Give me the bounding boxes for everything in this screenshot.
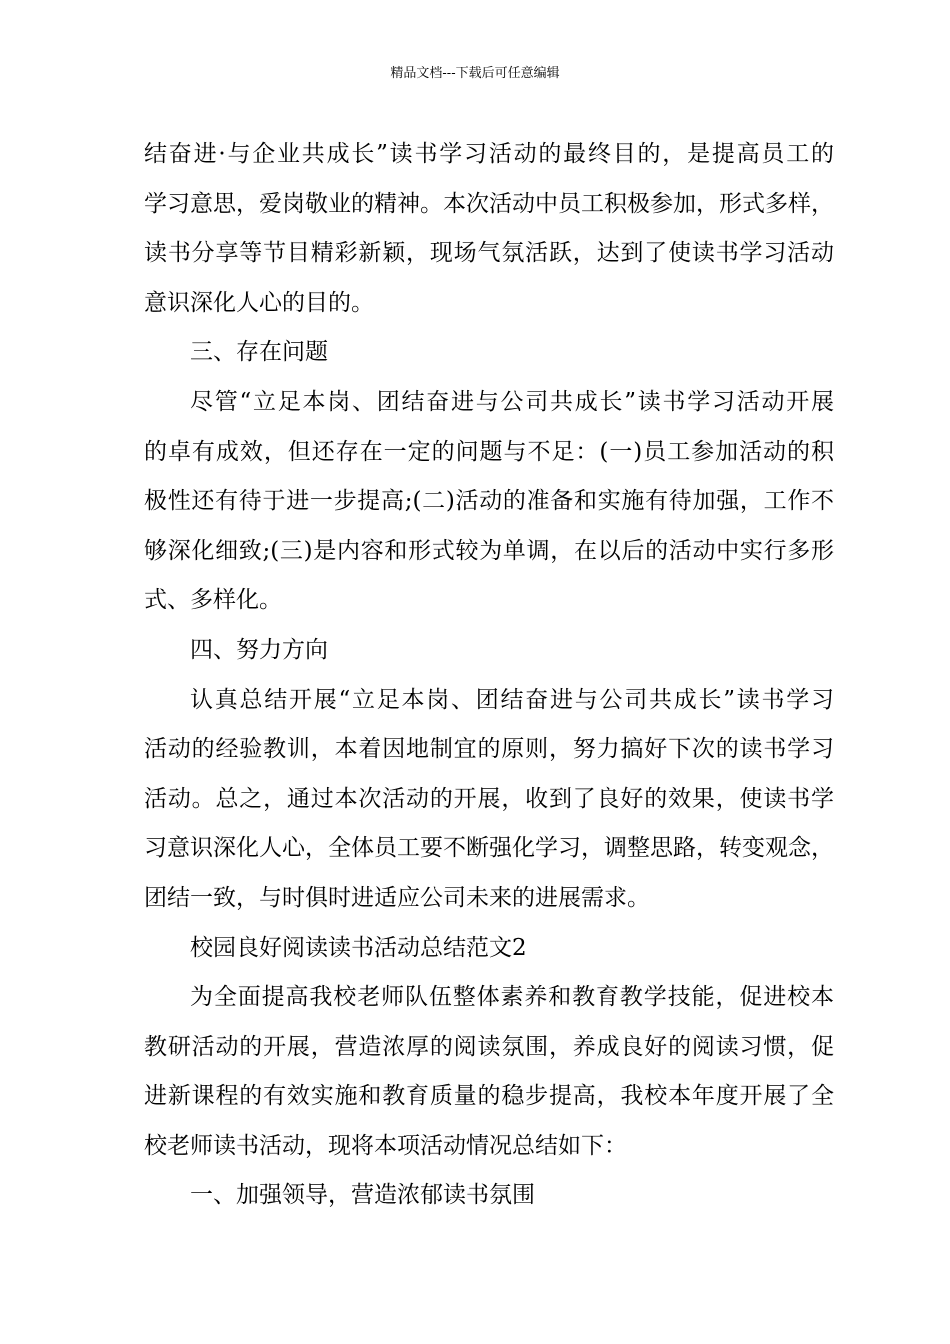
text-line: 习意识深化人心，全体员工要不断强化学习，调整思路，转变观念， — [144, 835, 834, 862]
text-line: 尽管“立足本岗、团结奋进与公司共成长”读书学习活动开展 — [190, 388, 834, 415]
text-line: 够深化细致;(三)是内容和形式较为单调，在以后的活动中实行多形 — [144, 537, 834, 564]
text-line: 为全面提高我校老师队伍整体素养和教育教学技能，促进校本 — [190, 984, 834, 1011]
text-line: 三、存在问题 — [190, 339, 328, 366]
text-line: 教研活动的开展，营造浓厚的阅读氛围，养成良好的阅读习惯，促 — [144, 1033, 834, 1060]
text-line: 意识深化人心的目的。 — [144, 289, 374, 316]
page-header: 精品文档---下载后可任意编辑 — [390, 66, 560, 81]
text-line: 活动的经验教训，本着因地制宜的原则，努力搞好下次的读书学习 — [144, 736, 834, 763]
text-line: 结奋进·与企业共成长”读书学习活动的最终目的，是提高员工的 — [144, 141, 834, 167]
text-line: 学习意思，爱岗敬业的精神。本次活动中员工积极参加，形式多样， — [144, 190, 834, 217]
text-line: 的卓有成效，但还存在一定的问题与不足：(一)员工参加活动的积 — [144, 438, 834, 465]
text-line: 读书分享等节目精彩新颖，现场气氛活跃，达到了使读书学习活动 — [144, 240, 834, 267]
text-line: 校老师读书活动，现将本项活动情况总结如下： — [144, 1132, 627, 1159]
text-line: 校园良好阅读读书活动总结范文2 — [190, 934, 527, 961]
text-line: 认真总结开展“立足本岗、团结奋进与公司共成长”读书学习 — [190, 686, 834, 713]
text-line: 团结一致，与时俱时进适应公司未来的进展需求。 — [144, 884, 650, 911]
text-line: 进新课程的有效实施和教育质量的稳步提高，我校本年度开展了全 — [144, 1083, 834, 1110]
text-line: 四、努力方向 — [190, 636, 328, 663]
text-line: 活动。总之，通过本次活动的开展，收到了良好的效果，使读书学 — [144, 785, 834, 812]
document-body — [144, 130, 834, 1221]
text-line: 一、加强领导，营造浓郁读书氛围 — [190, 1182, 535, 1209]
text-line: 极性还有待于进一步提高;(二)活动的准备和实施有待加强，工作不 — [144, 488, 834, 515]
text-line: 式、多样化。 — [144, 587, 282, 614]
